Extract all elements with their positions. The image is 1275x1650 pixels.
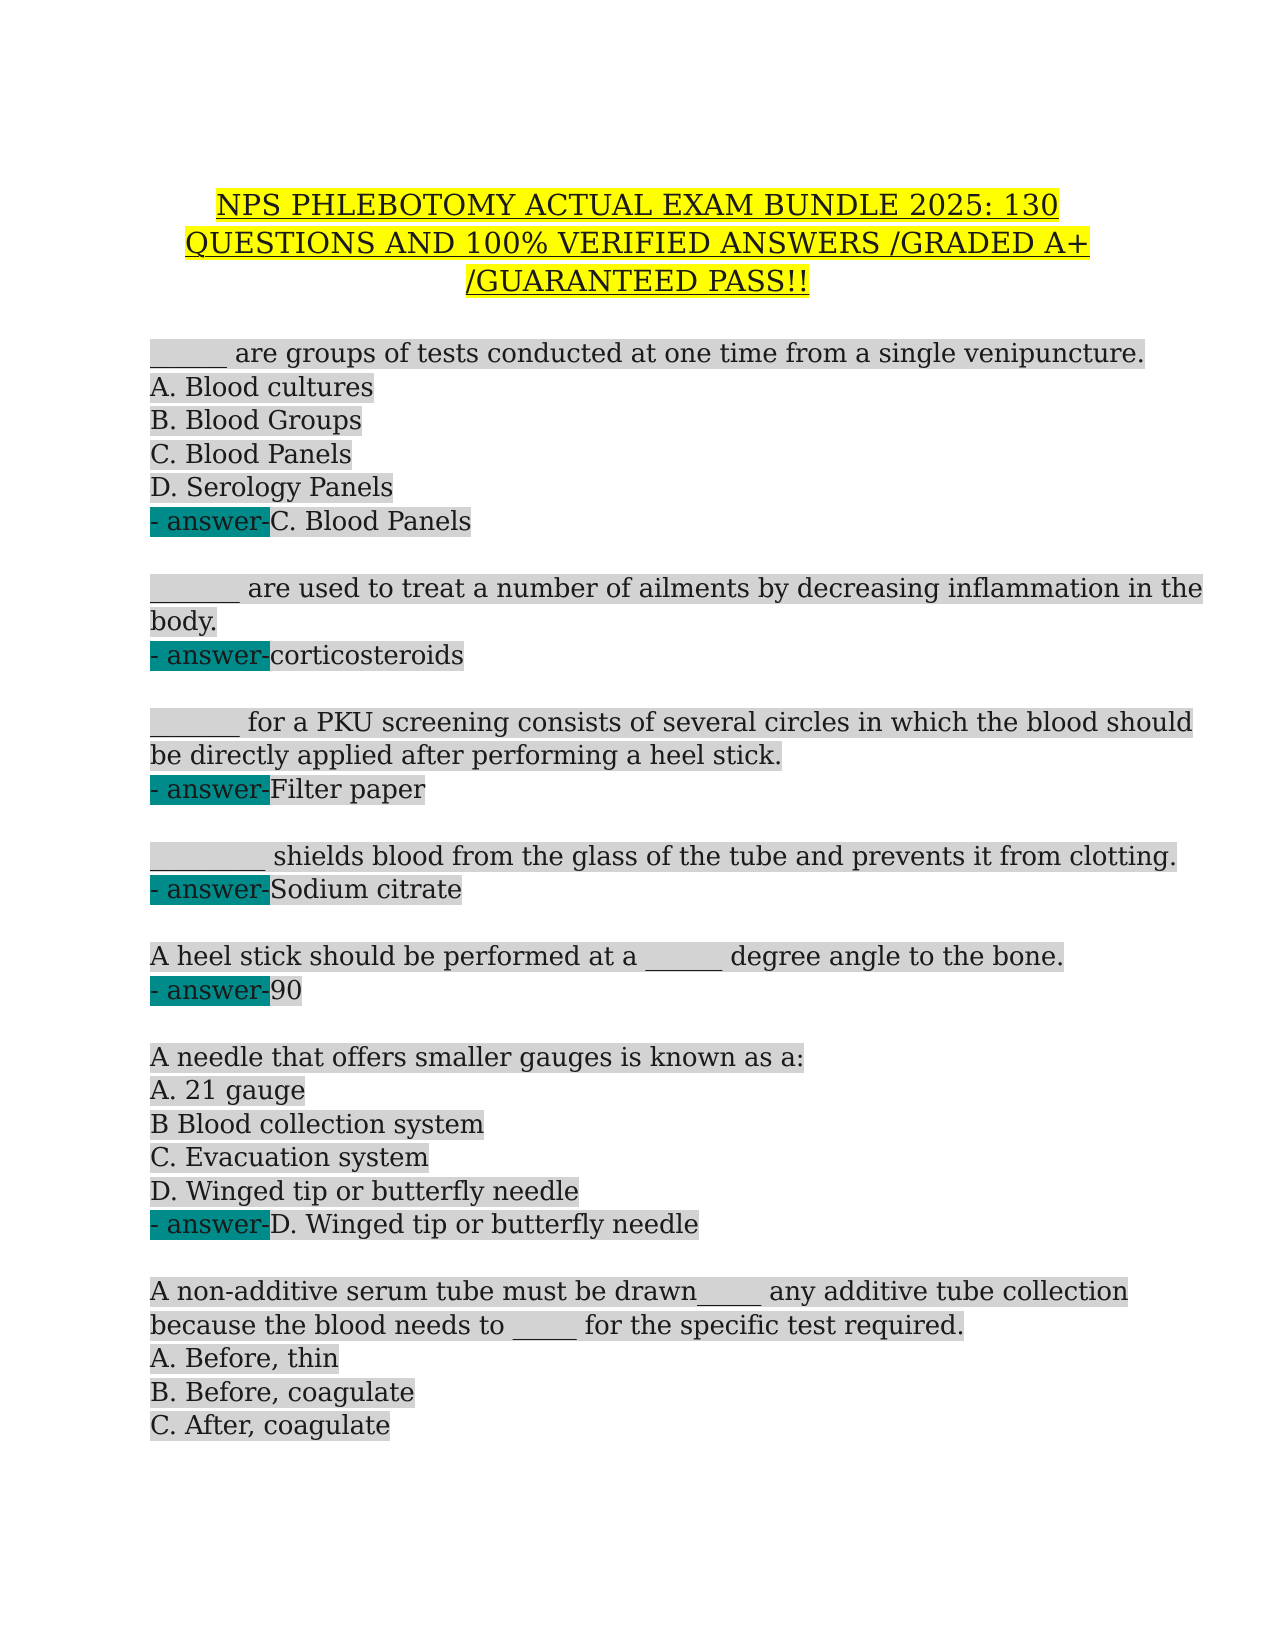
answer-option: C. After, coagulate xyxy=(150,1411,391,1441)
question-block xyxy=(150,841,1177,908)
question-stem: body. xyxy=(150,607,218,637)
question-list xyxy=(150,338,1203,1444)
title-line: QUESTIONS AND 100% VERIFIED ANSWERS /GRADED A+ xyxy=(185,226,1090,260)
question-block xyxy=(150,573,1203,674)
answer-option: B Blood collection system xyxy=(150,1109,485,1140)
question-stem: A heel stick should be performed at a ______ degree angle to the bone. xyxy=(150,942,1065,972)
answer-tag: - answer- xyxy=(150,975,270,1006)
answer-tag: - answer- xyxy=(150,774,270,805)
question-stem: _______ for a PKU screening consists of several circles in which the blood should xyxy=(150,707,1193,738)
answer-tag: - answer- xyxy=(150,506,270,537)
answer-option: A. Before, thin xyxy=(150,1344,339,1374)
question-block xyxy=(150,1276,1129,1444)
title-line: /GUARANTEED PASS!! xyxy=(465,264,810,298)
question-block xyxy=(150,338,1145,539)
question-stem: _______ are used to treat a number of ailments by decreasing inflammation in the xyxy=(150,573,1203,604)
question-block xyxy=(150,941,1125,1008)
question-stem: A non-additive serum tube must be drawn_____ any additive tube collection xyxy=(150,1277,1129,1307)
correct-answer: corticosteroids xyxy=(269,640,464,671)
question-stem: be directly applied after performing a heel stick. xyxy=(150,741,783,771)
answer-option: D. Winged tip or butterfly needle xyxy=(150,1176,579,1207)
answer-option: A. Blood cultures xyxy=(150,372,374,403)
question-block xyxy=(150,1042,1125,1243)
document-title xyxy=(150,186,1125,300)
answer-option: B. Before, coagulate xyxy=(150,1377,415,1408)
answer-option: B. Blood Groups xyxy=(150,406,362,436)
question-stem: A needle that offers smaller gauges is known as a: xyxy=(150,1042,805,1073)
answer-option: C. Blood Panels xyxy=(150,439,352,470)
correct-answer: 90 xyxy=(269,975,303,1006)
question-stem: ______ are groups of tests conducted at one time from a single venipuncture. xyxy=(150,339,1145,369)
correct-answer: Sodium citrate xyxy=(269,875,463,905)
answer-tag: - answer- xyxy=(150,640,270,671)
question-stem: _________ shields blood from the glass of the tube and prevents it from clotting. xyxy=(150,841,1177,872)
answer-option: D. Serology Panels xyxy=(150,473,394,503)
answer-option: C. Evacuation system xyxy=(150,1143,429,1173)
correct-answer: D. Winged tip or butterfly needle xyxy=(269,1210,699,1240)
question-stem: because the blood needs to _____ for the specific test required. xyxy=(150,1310,965,1341)
answer-tag: - answer- xyxy=(150,875,270,905)
answer-tag: - answer- xyxy=(150,1210,270,1240)
title-line: NPS PHLEBOTOMY ACTUAL EXAM BUNDLE 2025: 130 xyxy=(216,188,1059,222)
correct-answer: Filter paper xyxy=(269,774,426,805)
answer-option: A. 21 gauge xyxy=(150,1076,306,1106)
correct-answer: C. Blood Panels xyxy=(269,506,472,537)
question-block xyxy=(150,707,1193,808)
